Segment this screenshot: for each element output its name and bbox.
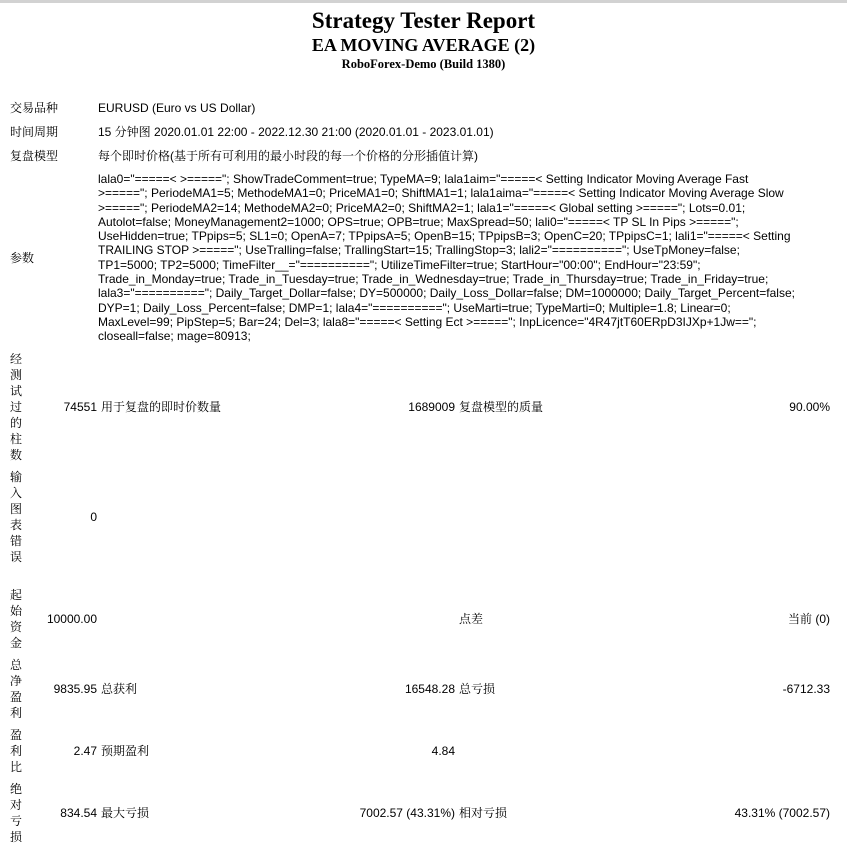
spread-label: 点差 [459, 611, 484, 626]
absolute-drawdown-value: 834.54 [60, 805, 97, 820]
maximal-drawdown-label: 最大亏损 [101, 805, 150, 820]
symbol-value: EURUSD (Euro vs US Dollar) [98, 101, 256, 115]
model-label: 复盘模型 [10, 149, 59, 163]
relative-drawdown-value: 43.31% (7002.57) [734, 805, 830, 820]
ea-name: EA MOVING AVERAGE (2) [311, 35, 536, 55]
total-net-profit-value: 9835.95 [53, 681, 97, 696]
test-info-table [8, 96, 832, 348]
parameters-row [8, 168, 832, 348]
profit-factor-value: 2.47 [73, 743, 97, 758]
param-line: Trade_in_Monday=true; Trade_in_Tuesday=true; Trade_in_Wednesday=true; Trade_in_Thursday=true; Trade_in_Friday=true; [98, 272, 769, 287]
param-line: UseHidden=true; TPpips=5; SL1=0; OpenA=7; TPpipsA=5; OpenB=15; TPpipsB=3; OpenC=20; TPpipsC=1; lali1="=====< Setting [98, 229, 791, 244]
report-header [0, 8, 847, 72]
param-line: DYP=1; Daily_Loss_Percent=false; DMP=1; lala4="=========="; UseMarti=true; TypeMarti=0; Multiple=1.8; Linear=0; [98, 300, 731, 315]
period-label: 时间周期 [10, 125, 59, 139]
table-row-deposit-spread [8, 584, 832, 654]
param-line: TP1=5000; TP2=5000; TimeFilter__="=========="; UtilizeTimeFilter=true; StartHour="00:00"; EndHour="23:59"; [98, 257, 701, 272]
results-table [8, 348, 832, 848]
mismatched-charts-errors-label: 输入图表错误 [10, 469, 23, 564]
expected-payoff-value: 4.84 [431, 743, 455, 758]
gross-loss-value: -6712.33 [782, 681, 830, 696]
bars-in-test-value: 74551 [63, 399, 97, 414]
ticks-modelled-value: 1689009 [408, 399, 455, 414]
modelling-quality-label: 复盘模型的质量 [459, 399, 544, 414]
profit-factor-label: 盈利比 [10, 727, 23, 774]
param-line: lala3="=========="; Daily_Target_Dollar=false; DY=500000; Daily_Loss_Dollar=false; DM=1000000; Daily_Target_Percent=false; [98, 286, 795, 301]
table-row-profit-loss [8, 654, 832, 724]
bars-in-test-label: 经测试过的柱数 [10, 351, 23, 462]
table-row-profit-factor [8, 724, 832, 778]
mismatched-charts-errors-value: 0 [90, 509, 97, 524]
maximal-drawdown-value: 7002.57 (43.31%) [359, 805, 455, 820]
spacer-row [8, 568, 832, 584]
table-row-chart-errors [8, 466, 832, 568]
parameters-value [96, 168, 832, 348]
gross-profit-value: 16548.28 [404, 681, 455, 696]
period-row [8, 120, 832, 144]
param-line: TRAILING STOP >====="; UseTralling=false; TrallingStart=15; TrallingStop=3; lali2="=========="; UseTpMoney=false; [98, 243, 740, 258]
model-row [8, 144, 832, 168]
gross-profit-label: 总获利 [101, 681, 138, 696]
absolute-drawdown-label: 绝对亏损 [10, 781, 23, 844]
param-line: Autolot=false; MoneyManagement2=1000; OPS=true; OPB=true; MaxSpread=50; lali0="=====< TP SL In Pips >====="; [98, 214, 739, 229]
gross-loss-label: 总亏损 [459, 681, 496, 696]
param-line: closeall=false; mage=80913; [98, 329, 251, 344]
symbol-label: 交易品种 [10, 101, 59, 115]
parameters-label: 参数 [10, 250, 35, 265]
relative-drawdown-label: 相对亏损 [459, 805, 508, 820]
total-net-profit-label: 总净盈利 [10, 657, 23, 720]
spread-value: 当前 (0) [787, 611, 830, 626]
param-line: >====="; PeriodeMA2=14; MethodeMA2=0; PriceMA2=0; ShiftMA2=1; lala1="=====< Global setting >====="; Lots=0.01; [98, 200, 746, 215]
modelling-quality-value: 90.00% [789, 399, 830, 414]
table-row-drawdown [8, 778, 832, 848]
model-value: 每个即时价格(基于所有可利用的最小时段的每一个价格的分形插值计算) [98, 149, 478, 163]
param-line: MaxLevel=99; PipStep=5; Bar=24; Del=3; lala8="=====< Setting Ect >====="; InpLicence="4R47jtT60ERpD3IJXp+1Jw=="; [98, 314, 757, 329]
initial-deposit-value: 10000.00 [46, 611, 97, 626]
window-top-strip [0, 0, 847, 3]
ticks-modelled-label: 用于复盘的即时价数量 [101, 399, 222, 414]
symbol-row [8, 96, 832, 120]
period-value: 15 分钟图 2020.01.01 22:00 - 2022.12.30 21:00 (2020.01.01 - 2023.01.01) [98, 125, 494, 139]
param-line: lala0="=====< >====="; ShowTradeComment=true; TypeMA=9; lala1aim="=====< Setting Indicator Moving Average Fast [98, 172, 749, 186]
server-build: RoboForex-Demo (Build 1380) [341, 57, 506, 71]
initial-deposit-label: 起始资金 [10, 587, 23, 650]
param-line: >====="; PeriodeMA1=5; MethodeMA1=0; PriceMA1=0; ShiftMA1=1; lala1aima="=====< Setting Indicator Moving Average Slow [98, 186, 784, 201]
report-title: Strategy Tester Report [311, 8, 536, 33]
expected-payoff-label: 预期盈利 [101, 743, 150, 758]
table-row-bars-ticks-quality [8, 348, 832, 466]
